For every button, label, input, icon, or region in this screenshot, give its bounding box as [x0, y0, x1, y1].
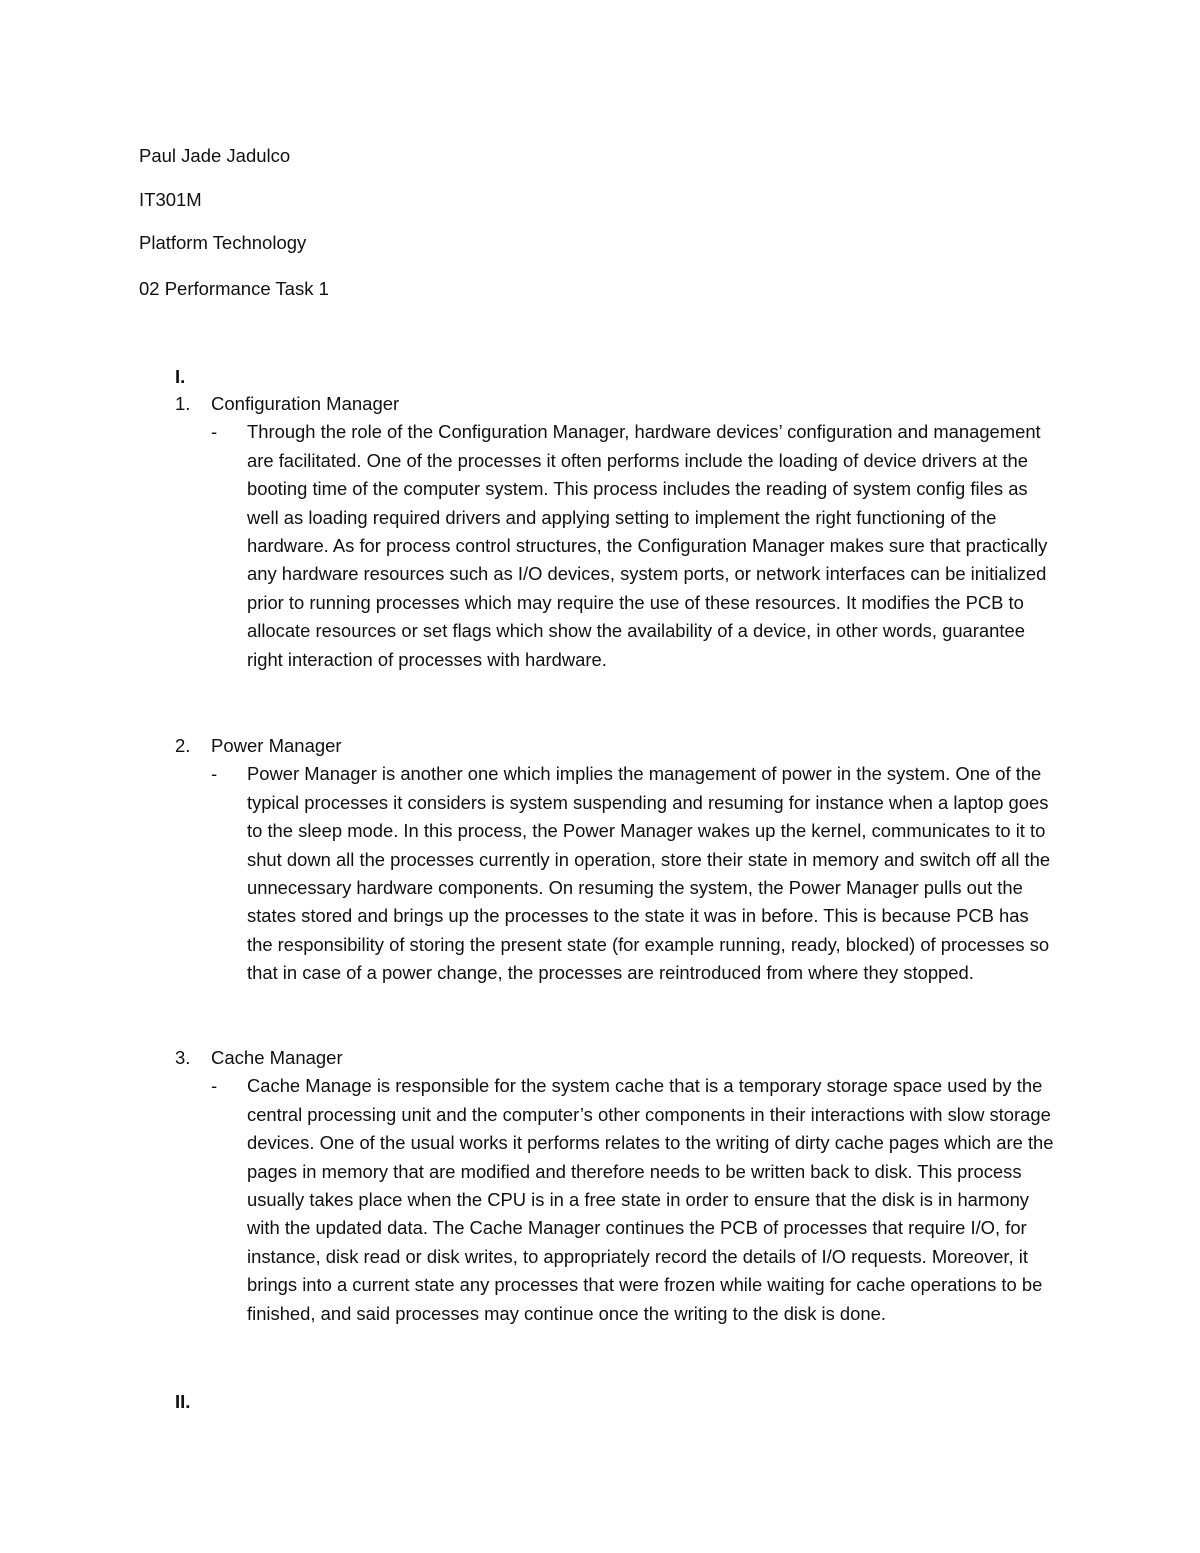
item-title: Cache Manager [211, 1047, 343, 1068]
task-title: 02 Performance Task 1 [139, 278, 329, 299]
item-description: Power Manager is another one which implies the management of power in the system. One of the typical processes it considers is system suspending and resuming for instance when a laptop goes to the sleep mode. In this process, the Power Manager wakes up the kernel, communicates to it to shut down all the processes currently in operation, store their state in memory and switch off all the unnecessary hardware components. On resuming the system, the Power Manager pulls out the states stored and brings up the processes to the state it was in before. This is because PCB has the responsibility of storing the present state (for example running, ready, blocked) of processes so that in case of a power change, the processes are reintroduced from where they stopped. [247, 763, 1051, 984]
item-bullet [211, 418, 1075, 674]
item-description: Through the role of the Configuration Manager, hardware devices’ configuration and management are facilitated. One of the processes it often performs include the loading of device drivers at the booting time of the computer system. This process includes the reading of system config files as well as loading required drivers and applying setting to implement the right functioning of the hardware. As for process control structures, the Configuration Manager makes sure that practically any hardware resources such as I/O devices, system ports, or network interfaces can be initialized prior to running processes which may require the use of these resources. It modifies the PCB to allocate resources or set flags which show the availability of a device, in other words, guarantee right interaction of processes with hardware. [247, 421, 1048, 670]
course-code: IT301M [139, 189, 202, 210]
section-two-label: II. [175, 1391, 191, 1412]
dash-marker: - [211, 1075, 218, 1097]
item-bullet [211, 760, 1075, 987]
item-number: 3. [175, 1047, 191, 1068]
item-number: 1. [175, 393, 191, 414]
list-item-configuration-manager [175, 390, 1075, 674]
item-title: Configuration Manager [211, 393, 400, 414]
author-name: Paul Jade Jadulco [139, 145, 291, 166]
dash-marker: - [211, 421, 218, 443]
item-number: 2. [175, 735, 191, 756]
list-item-cache-manager [175, 1044, 1075, 1328]
dash-marker: - [211, 763, 218, 785]
item-bullet [211, 1072, 1075, 1328]
subject-name: Platform Technology [139, 232, 307, 253]
list-item-power-manager [175, 732, 1075, 988]
section-one-label: I. [175, 366, 186, 387]
item-heading [175, 1044, 1075, 1072]
item-heading [175, 390, 1075, 418]
item-title: Power Manager [211, 735, 342, 756]
item-heading [175, 732, 1075, 760]
item-description: Cache Manage is responsible for the system cache that is a temporary storage space used by the central processing unit and the computer’s other components in their interactions with slow storage devices. One of the usual works it performs relates to the writing of dirty cache pages which are the pages in memory that are modified and therefore needs to be written back to disk. This process usually takes place when the CPU is in a free state in order to ensure that the disk is in harmony with the updated data. The Cache Manager continues the PCB of processes that require I/O, for instance, disk read or disk writes, to appropriately record the details of I/O requests. Moreover, it brings into a current state any processes that were frozen while waiting for cache operations to be finished, and said processes may continue once the writing to the disk is done. [247, 1075, 1054, 1324]
